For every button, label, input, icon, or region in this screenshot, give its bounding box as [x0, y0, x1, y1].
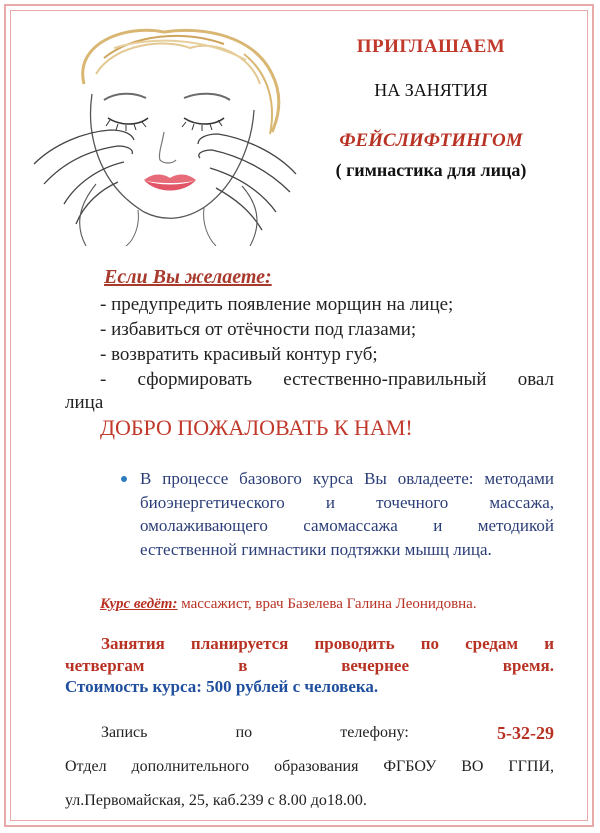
welcome-text: ДОБРО ПОЖАЛОВАТЬ К НАМ!: [100, 415, 413, 440]
schedule-line: Занятия планируется проводить по средам и: [101, 634, 554, 653]
benefit-item: - возвратить красивый контур губ;: [100, 344, 378, 365]
benefits-title: Если Вы желаете:: [104, 266, 272, 288]
address-line: ул.Первомайская, 25, каб.239 с 8.00 до18.00.: [65, 792, 367, 809]
benefit-item: - избавиться от отёчности под глазами;: [100, 319, 417, 340]
heading-classes: НА ЗАНЯТИЯ: [374, 80, 488, 100]
department-word: ГГПИ,: [508, 758, 554, 775]
signup-word: Запись: [101, 724, 148, 741]
signup-word: по: [235, 724, 253, 741]
schedule-line: четвергам в вечернее время.: [65, 656, 554, 675]
schedule-block: [65, 633, 554, 677]
signup-word: телефону:: [340, 724, 409, 741]
lecturer-label: Курс ведёт:: [100, 596, 178, 612]
benefit-item: - сформировать естественно-правильный овал: [100, 369, 554, 390]
lecturer-name: массажист, врач Базелева Галина Леонидовна.: [177, 596, 477, 612]
course-price: Стоимость курса: 500 рублей с человека.: [65, 677, 379, 696]
bullet-dot-icon: [121, 476, 127, 482]
department-word: дополнительного: [131, 758, 250, 775]
contact-block: [65, 716, 554, 818]
signup-row: [65, 716, 554, 750]
course-description: В процессе базового курса Вы овладеете: методами биоэнергетического и точечного массажа, омолаживающего самомассажа и методикой естественной гимнастики подтяжки мышц лица.: [140, 469, 554, 559]
department-word: образования: [274, 758, 359, 775]
benefit-item: - предупредить появление морщин на лице;: [100, 294, 454, 315]
benefit-item-tail: лица: [65, 392, 104, 413]
face-illustration: [14, 14, 304, 246]
department-word: ВО: [461, 758, 484, 775]
heading-invite: ПРИГЛАШАЕМ: [356, 36, 506, 57]
phone-number[interactable]: 5-32-29: [496, 723, 554, 743]
heading-facelifting: ФЕЙСЛИФТИНГОМ: [339, 130, 523, 151]
heading-subtitle: ( гимнастика для лица): [335, 160, 527, 180]
department-row: [65, 750, 554, 784]
department-word: ФГБОУ: [383, 758, 437, 775]
department-word: Отдел: [65, 758, 107, 775]
lecturer-line: [100, 596, 477, 613]
